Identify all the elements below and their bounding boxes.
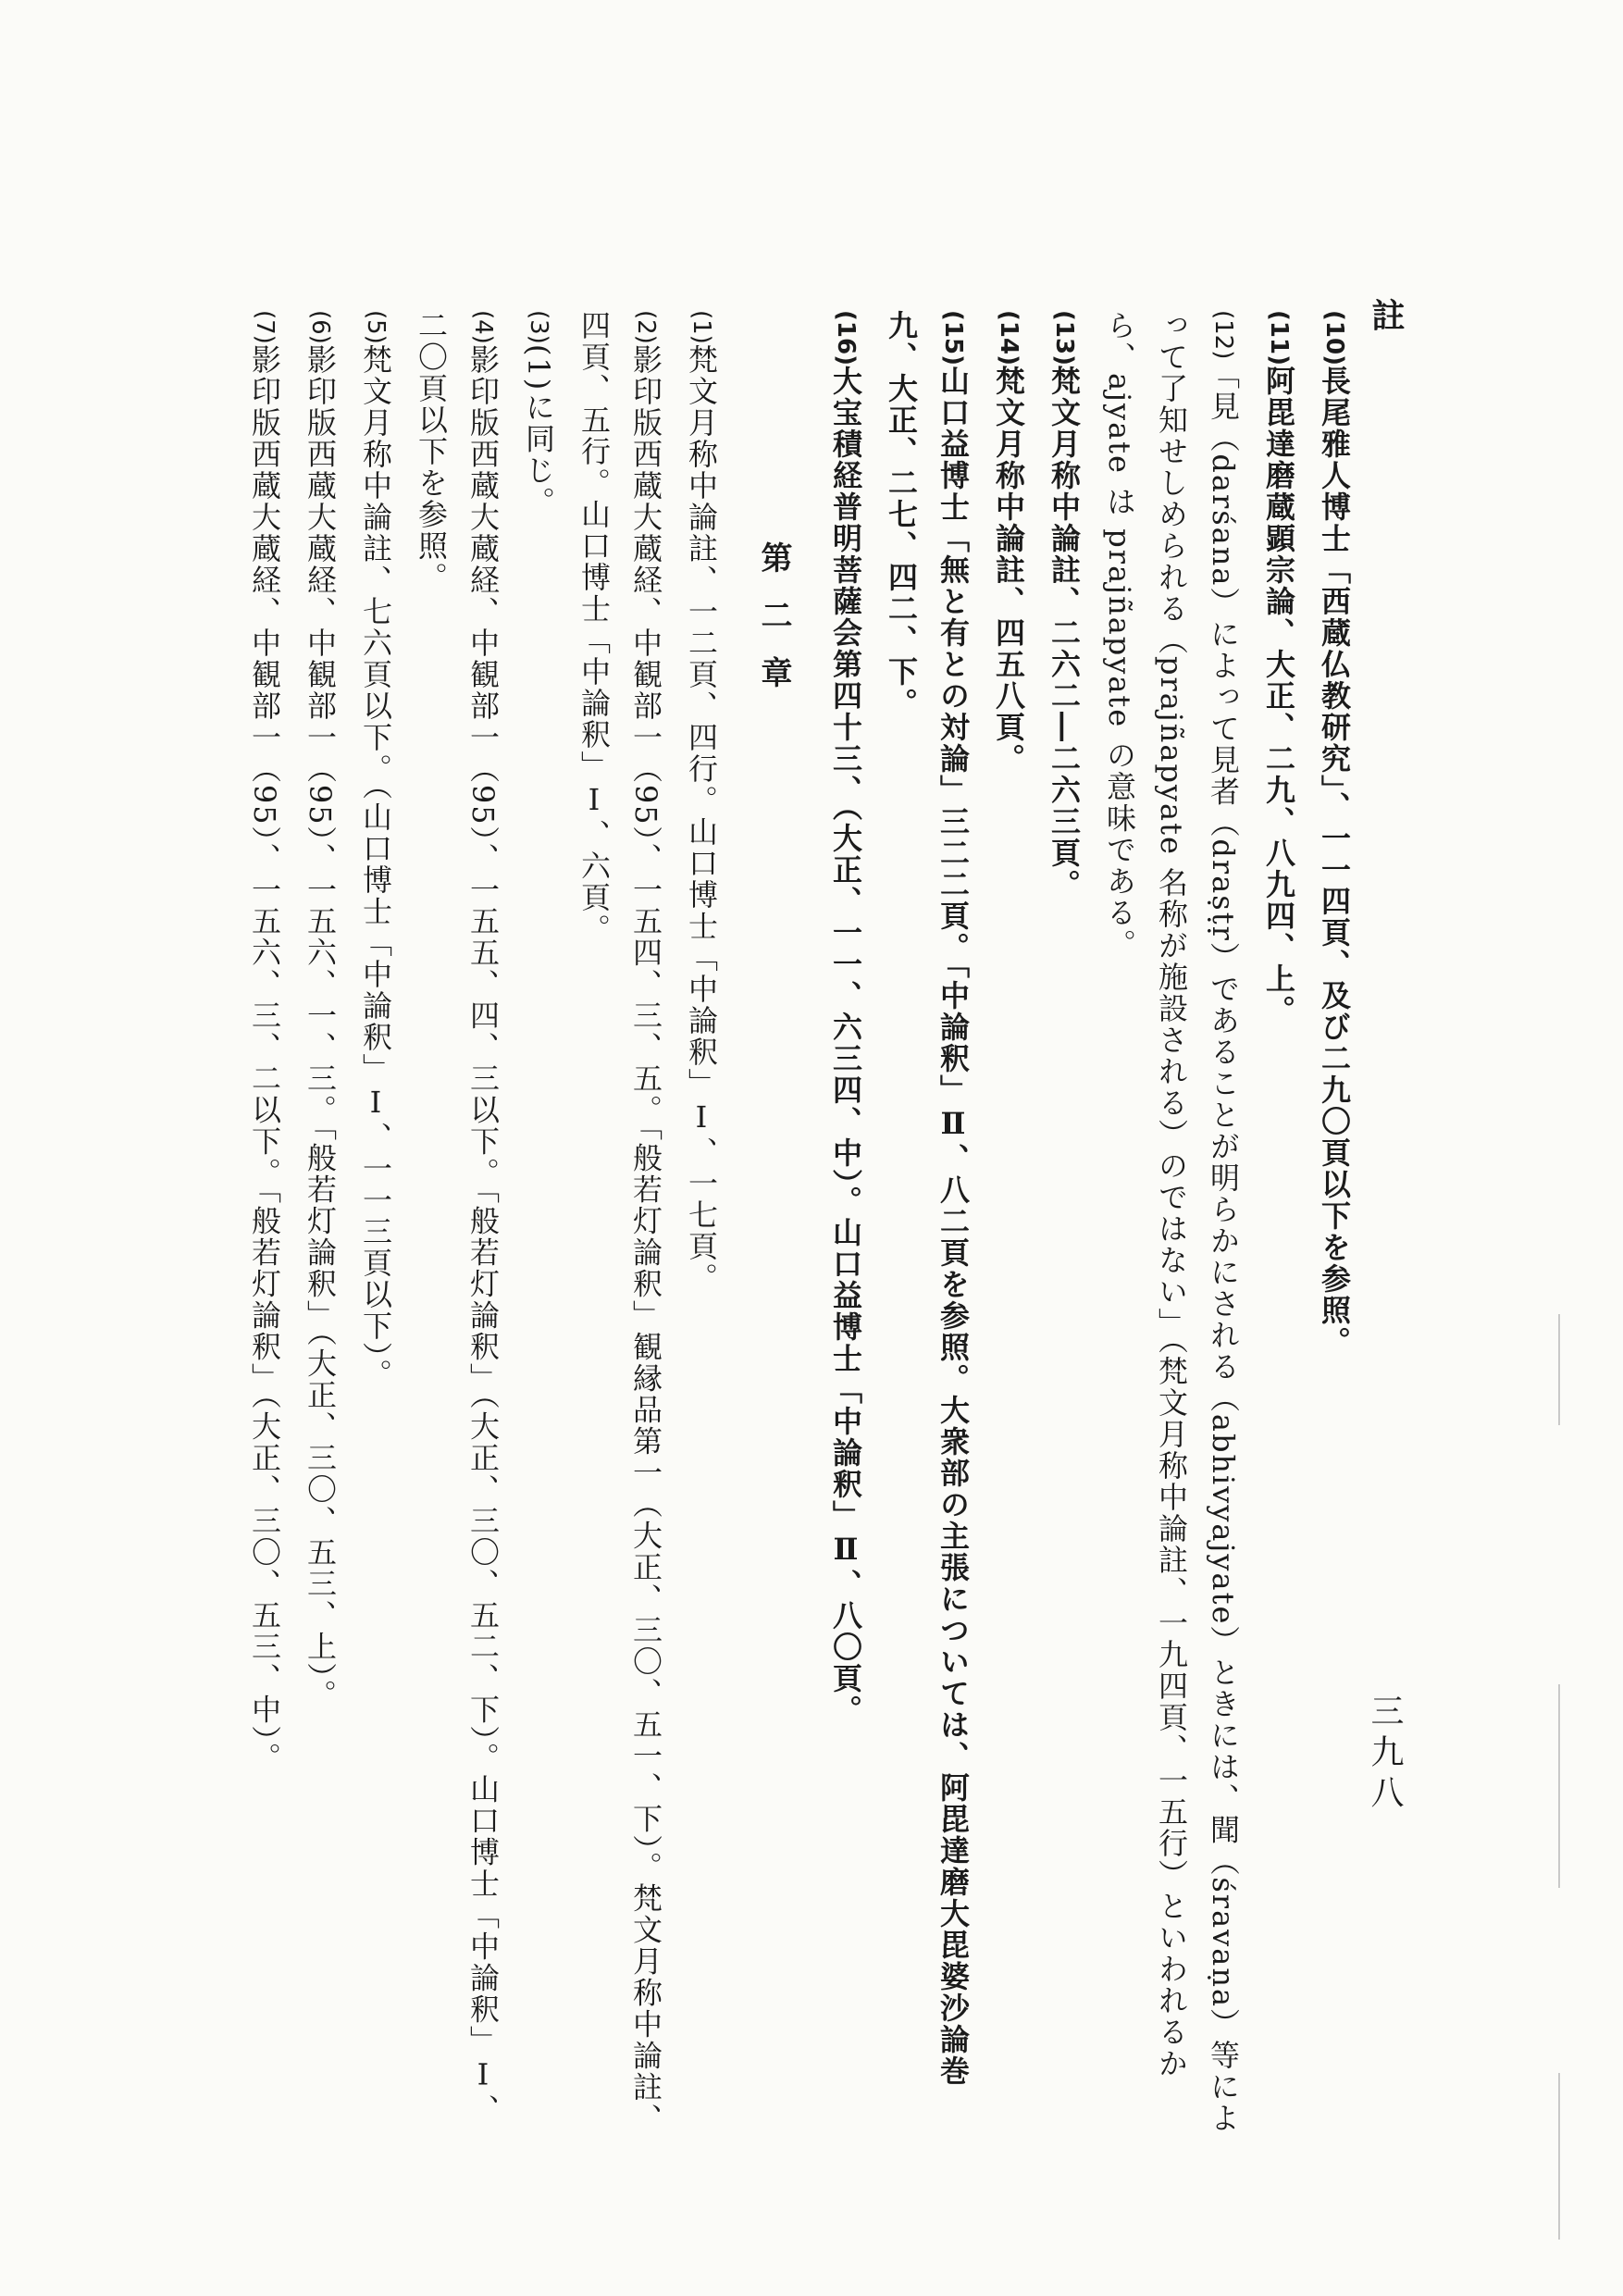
note-upper-16 [820,310,872,2142]
note-text: 「見（darśana）によって見者（draṣṭṛ）であることが明らかにされる（abhivyajyate）ときには、聞（śravaṇa）等によって了知せしめられる（prajñapyate 名称が施設される）のではない」（梵文月称中論註、一九四頁、一五行）といわれるから、ajyate は prajñapyate の意味である。 [1102,310,1241,2135]
note-number: (7) [251,310,279,344]
note-number: (12) [1209,310,1237,360]
notes-body [167,310,1360,2142]
note-text: 影印版西蔵大蔵経、中観部一（95）、一五六、一、三。「般若灯論釈」（大正、三〇、五三、上）。 [303,343,338,1711]
scan-artifact-line [1558,1314,1560,1425]
note-text: 影印版西蔵大蔵経、中観部一（95）、一五四、三、五。「般若灯論釈」観縁品第一（大正、三〇、五一、下）。梵文月称中論註、四頁、五行。山口博士「中論釈」Ⅰ、六頁。 [576,310,663,2135]
note-lower-5 [350,310,402,2142]
note-lower-2 [568,310,672,2142]
note-text: 山口益博士「無と有との対論」三二二頁。「中論釈」Ⅱ、八二頁を参照。大衆部の主張については、阿毘達磨大毘婆沙論巻九、大正、二七、四二、下。 [884,310,971,2087]
note-text: 梵文月称中論註、七六頁以下。（山口博士「中論釈」Ⅰ、一一三頁以下）。 [358,343,393,1390]
note-lower-6 [294,310,346,2142]
note-number: (2) [632,310,660,344]
note-number: (1) [688,310,715,344]
note-text: 梵文月称中論註、二六二―二六三頁。 [1047,365,1082,900]
scan-artifact-line [1558,2073,1560,2240]
note-text: 大宝積経普明菩薩会第四十三、（大正、一一、六三四、中）。山口益博士「中論釈」Ⅱ、八〇頁。 [828,365,863,1726]
note-lower-3 [513,310,564,2142]
note-upper-11 [1253,310,1305,2142]
note-upper-15 [875,310,979,2142]
note-text: 梵文月称中論註、四五八頁。 [991,365,1026,775]
note-number: (4) [469,310,497,344]
note-number: (3) [525,310,552,344]
note-text: 長尾雅人博士「西蔵仏教研究」、一一四頁、及び二九〇頁以下を参照。 [1317,365,1352,1358]
note-lower-1 [675,310,727,2142]
page-number: 三九八 [1366,1694,1404,1816]
page-header-title: 註 [1367,298,1406,337]
note-number: (14) [995,310,1022,366]
note-text: 阿毘達磨蔵顕宗論、大正、二九、八九四、上。 [1261,365,1296,1026]
note-number: (15) [939,310,967,366]
note-number: (16) [832,310,860,366]
note-upper-10 [1308,310,1360,2142]
note-text: 影印版西蔵大蔵経、中観部一（95）、一五五、四、三以下。「般若灯論釈」（大正、三〇、五二、下）。山口博士「中論釈」Ⅰ、二〇頁以下を参照。 [414,310,501,2126]
note-number: (6) [306,310,334,344]
note-number: (10) [1320,310,1348,366]
note-text: 影印版西蔵大蔵経、中観部一（95）、一五六、三、二以下。「般若灯論釈」（大正、三〇、五三、中）。 [247,343,282,1774]
note-lower-4 [405,310,509,2142]
note-upper-12 [1094,310,1249,2142]
note-number: (11) [1265,310,1293,366]
chapter-heading: 第二章 [755,541,792,714]
note-number: (13) [1050,310,1078,366]
note-number: (5) [362,310,390,344]
note-text: (1)に同じ。 [521,343,556,518]
scan-artifact-line [1558,1684,1560,1888]
note-text: 梵文月称中論註、一二頁、四行。山口博士「中論釈」Ⅰ、一七頁。 [684,343,719,1294]
note-upper-14 [983,310,1035,2142]
note-upper-13 [1038,310,1090,2142]
note-lower-7 [239,310,291,2142]
